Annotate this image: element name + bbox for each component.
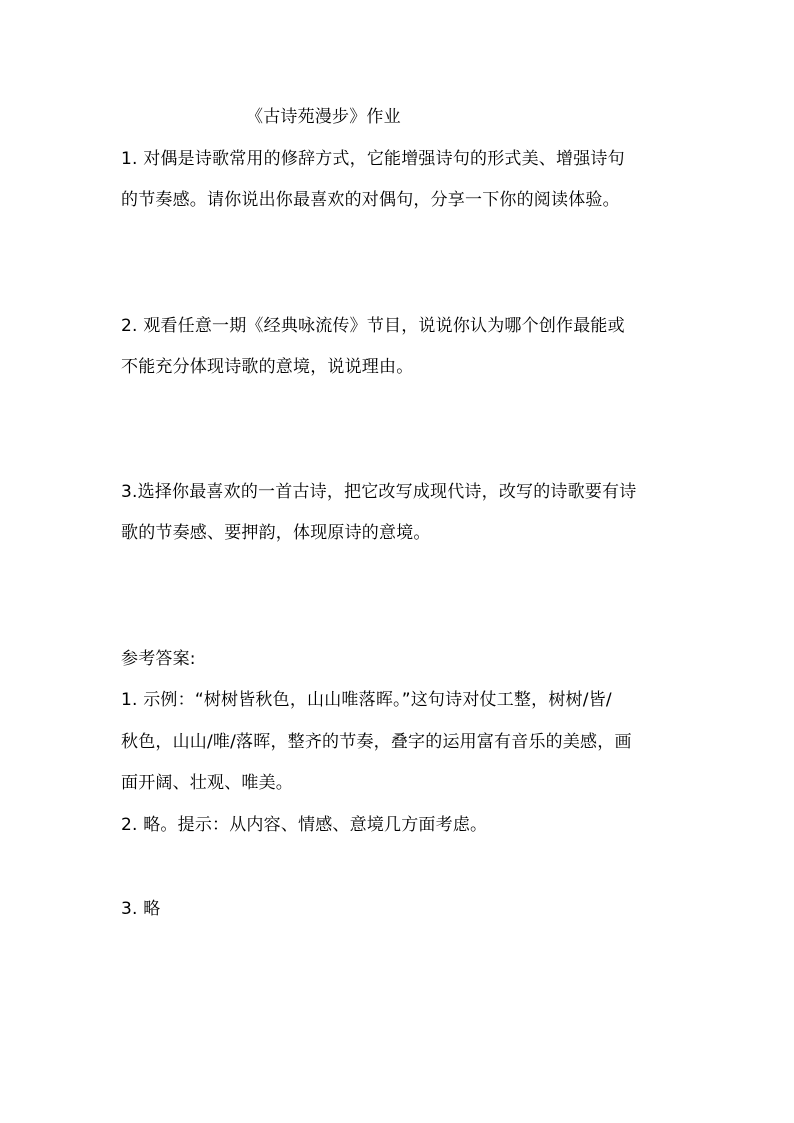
answers-heading: 参考答案:: [121, 649, 196, 669]
answer-3: 3. 略: [121, 899, 161, 919]
answer-1-line-2: 秋色，山山/唯/落晖，整齐的节奏，叠字的运用富有音乐的美感，画: [121, 732, 632, 752]
question-2-line-2: 不能充分体现诗歌的意境，说说理由。: [121, 357, 414, 377]
question-1-line-1: 1. 对偶是诗歌常用的修辞方式，它能增强诗句的形式美、增强诗句: [121, 149, 625, 169]
answer-2: 2. 略。提示：从内容、情感、意境几方面考虑。: [121, 815, 488, 835]
answer-1-line-3: 面开阔、壮观、唯美。: [121, 773, 293, 793]
document-title: 《古诗苑漫步》作业: [246, 107, 401, 127]
answer-1-line-1: 1. 示例：“树树皆秋色，山山唯落晖。”这句诗对仗工整，树树/皆/: [121, 690, 612, 710]
question-3-line-1: 3.选择你最喜欢的一首古诗，把它改写成现代诗，改写的诗歌要有诗: [121, 482, 637, 502]
question-1-line-2: 的节奏感。请你说出你最喜欢的对偶句，分享一下你的阅读体验。: [121, 190, 620, 210]
question-3-line-2: 歌的节奏感、要押韵，体现原诗的意境。: [121, 523, 431, 543]
question-2-line-1: 2. 观看任意一期《经典咏流传》节目，说说你认为哪个创作最能或: [121, 316, 625, 336]
